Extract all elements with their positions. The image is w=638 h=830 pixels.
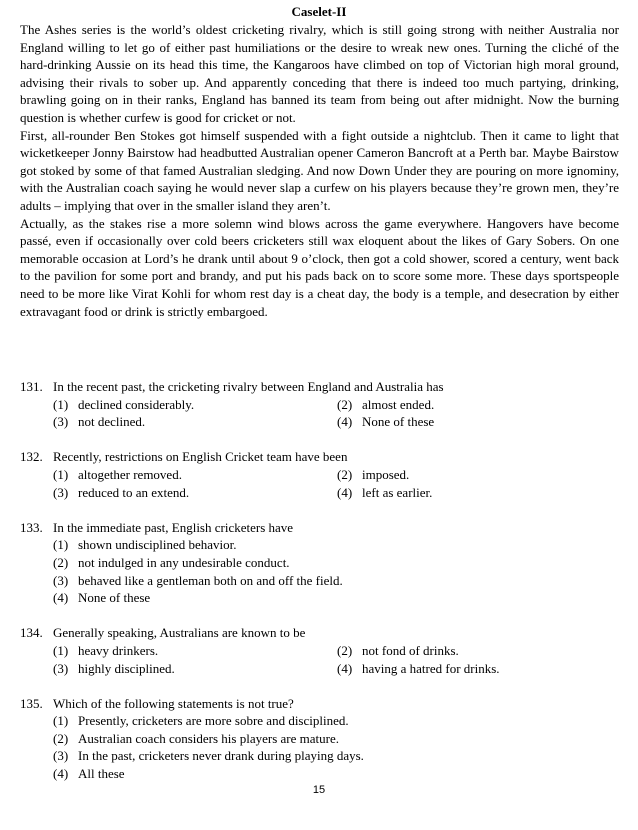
option-2	[337, 466, 409, 484]
option-label: (2)	[337, 396, 353, 412]
question-133	[20, 519, 619, 607]
option-label: (4)	[337, 660, 353, 676]
question-stem: Generally speaking, Australians are known to be	[53, 625, 306, 641]
passage-paragraph: The Ashes series is the world’s oldest cricketing rivalry, which is still going strong with neither Australia nor England willing to let go of either past humiliations or the desire to wreak new ones. Turning the cliché of the hard-drinking Aussie on its head this time, the Kangaroos have climbed on top of Victorian high moral ground, advising their rivals to sober up. And apparently conceding that there is indeed too much partying, drinking, brawling going on in their ranks, England has banned its team from being out after midnight. Now the burning question is whether curfew is good for cricket or not.	[20, 22, 619, 125]
option-label: (4)	[337, 414, 353, 430]
page-number: 15	[312, 784, 326, 796]
option-label: (3)	[53, 660, 69, 676]
question-list	[20, 378, 619, 783]
option-label: (3)	[53, 748, 69, 764]
option-text: behaved like a gentleman both on and off the field.	[78, 572, 343, 588]
option-text: Presently, cricketers are more sobre and disciplined.	[78, 713, 349, 729]
question-number: 133.	[20, 519, 43, 535]
option-text: declined considerably.	[78, 396, 195, 412]
option-text: highly disciplined.	[78, 660, 175, 676]
option-1	[53, 642, 337, 660]
option-label: (1)	[53, 713, 69, 729]
question-stem: Which of the following statements is not true?	[53, 695, 294, 711]
option-text: reduced to an extend.	[78, 484, 190, 500]
question-number: 132.	[20, 449, 43, 465]
option-text: left as earlier.	[362, 484, 433, 500]
option-1	[53, 536, 237, 554]
option-4	[53, 765, 125, 783]
option-text: None of these	[78, 590, 151, 606]
option-label: (2)	[53, 730, 69, 746]
option-text: not fond of drinks.	[362, 642, 459, 658]
question-number: 135.	[20, 695, 43, 711]
question-stem: In the immediate past, English cricketers have	[53, 519, 294, 535]
option-label: (1)	[53, 642, 69, 658]
option-2	[53, 554, 290, 572]
question-stem: In the recent past, the cricketing rivalry between England and Australia has	[53, 379, 444, 394]
option-3	[53, 747, 364, 765]
option-label: (3)	[53, 414, 69, 430]
option-text: heavy drinkers.	[78, 642, 159, 658]
option-2	[337, 396, 434, 414]
caselet-title: Caselet-II	[291, 4, 347, 19]
question-stem: Recently, restrictions on English Cricket team have been	[53, 449, 348, 465]
option-label: (4)	[53, 766, 69, 782]
option-text: None of these	[362, 414, 435, 430]
option-4	[53, 589, 150, 607]
option-3	[53, 484, 337, 502]
option-3	[53, 413, 337, 431]
option-2	[337, 642, 459, 660]
option-label: (3)	[53, 572, 69, 588]
option-label: (2)	[337, 466, 353, 482]
option-label: (1)	[53, 537, 69, 553]
option-text: All these	[78, 766, 125, 782]
option-1	[53, 466, 337, 484]
passage	[20, 21, 619, 320]
option-text: altogether removed.	[78, 466, 182, 482]
option-label: (1)	[53, 466, 69, 482]
option-text: almost ended.	[362, 396, 435, 412]
option-1	[53, 712, 349, 730]
option-label: (1)	[53, 396, 69, 412]
question-number: 134.	[20, 625, 43, 641]
option-4	[337, 660, 500, 678]
option-label: (3)	[53, 484, 69, 500]
option-text: imposed.	[362, 466, 410, 482]
question-131	[20, 378, 619, 431]
option-text: Australian coach considers his players are mature.	[78, 730, 339, 746]
option-text: having a hatred for drinks.	[362, 660, 500, 676]
question-134	[20, 624, 619, 677]
question-number: 131.	[20, 379, 43, 394]
option-1	[53, 396, 337, 414]
option-text: shown undisciplined behavior.	[78, 537, 237, 553]
option-text: not indulged in any undesirable conduct.	[78, 554, 290, 570]
option-label: (4)	[53, 590, 69, 606]
option-4	[337, 484, 432, 502]
question-135	[20, 695, 619, 783]
option-4	[337, 413, 434, 431]
passage-paragraph: Actually, as the stakes rise a more solemn wind blows across the game everywhere. Hangovers have become passé, even if occasionally over cold beers cricketers still wax eloquent about the likes of Gary Sobers. On one memorable occasion at Lord’s he drank until about 9 o’clock, then got a cold shower, scored a century, went back to the pavilion for some port and brandy, and put his pads back on to score some more. These days sportspeople need to be more like Virat Kohli for whom rest day is a cheat day, the body is a temple, and desecration by either extravagant food or drink is strictly embargoed.	[20, 215, 619, 319]
option-3	[53, 572, 343, 590]
question-132	[20, 448, 619, 501]
option-label: (4)	[337, 484, 353, 500]
option-2	[53, 730, 339, 748]
passage-paragraph: First, all-rounder Ben Stokes got himself suspended with a fight outside a nightclub. Then it came to light that wicketkeeper Jonny Bairstow had headbutted Australian opener Cameron Bancroft at a Perth bar. Maybe Bairstow got stoked by some of that famed Australian sledging. And now Down Under they are pouring on more ignominy, with the Australian coach saying he would never slap a curfew on his players because they’re grown men, they’re adults – implying that over in the smaller island they aren’t.	[20, 127, 619, 213]
option-text: not declined.	[78, 414, 146, 430]
option-label: (2)	[53, 554, 69, 570]
option-3	[53, 660, 337, 678]
option-text: In the past, cricketers never drank during playing days.	[78, 748, 364, 764]
option-label: (2)	[337, 642, 353, 658]
